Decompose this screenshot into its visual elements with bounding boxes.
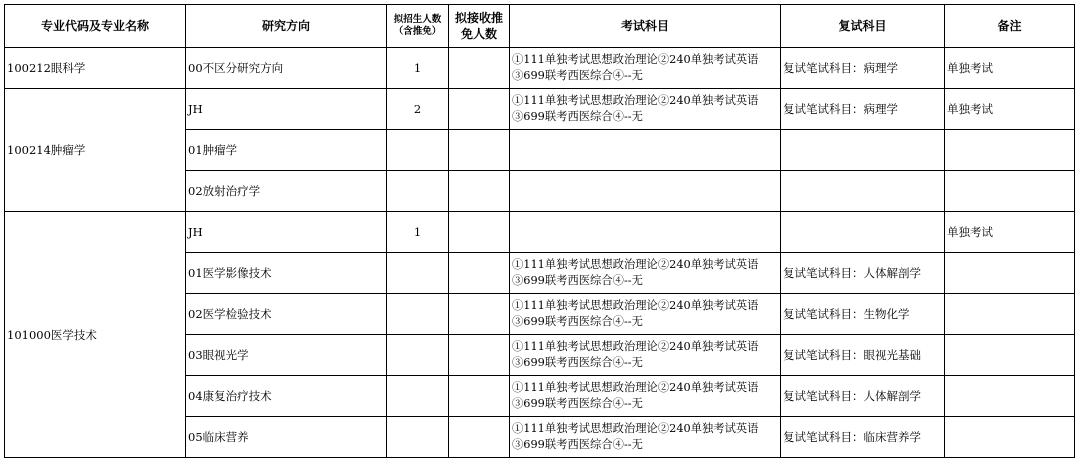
note-cell [945, 294, 1075, 335]
exam-cell: ①111单独考试思想政治理论②240单独考试英语③699联考西医综合④--无 [510, 89, 781, 130]
enroll-cell: 1 [387, 48, 449, 89]
exam-cell: ①111单独考试思想政治理论②240单独考试英语③699联考西医综合④--无 [510, 335, 781, 376]
table-row [5, 89, 1075, 130]
note-cell [945, 417, 1075, 458]
enroll-cell [387, 171, 449, 212]
header-code-name: 专业代码及专业名称 [5, 5, 186, 48]
exempt-cell [449, 130, 510, 171]
note-cell [945, 335, 1075, 376]
exempt-cell [449, 48, 510, 89]
header-note: 备注 [945, 5, 1075, 48]
major-cell: 100212眼科学 [5, 48, 186, 89]
exam-cell: ①111单独考试思想政治理论②240单独考试英语③699联考西医综合④--无 [510, 253, 781, 294]
exam-cell [510, 171, 781, 212]
exam-cell: ①111单独考试思想政治理论②240单独考试英语③699联考西医综合④--无 [510, 48, 781, 89]
exempt-cell [449, 212, 510, 253]
enroll-cell [387, 376, 449, 417]
direction-cell: 03眼视光学 [186, 335, 387, 376]
retest-cell: 复试笔试科目：眼视光基础 [781, 335, 945, 376]
retest-cell: 复试笔试科目：病理学 [781, 89, 945, 130]
header-exempt: 拟接收推免人数 [449, 5, 510, 48]
exempt-cell [449, 89, 510, 130]
major-cell: 101000医学技术 [5, 212, 186, 458]
direction-cell: JH [186, 212, 387, 253]
direction-cell: 02放射治疗学 [186, 171, 387, 212]
retest-cell: 复试笔试科目：病理学 [781, 48, 945, 89]
enrollment-table-container [4, 4, 1075, 458]
exempt-cell [449, 294, 510, 335]
exempt-cell [449, 335, 510, 376]
direction-cell: 00不区分研究方向 [186, 48, 387, 89]
enroll-cell [387, 253, 449, 294]
direction-cell: 05临床营养 [186, 417, 387, 458]
exam-cell: ①111单独考试思想政治理论②240单独考试英语③699联考西医综合④--无 [510, 376, 781, 417]
direction-cell: JH [186, 89, 387, 130]
enroll-cell [387, 294, 449, 335]
retest-cell: 复试笔试科目：人体解剖学 [781, 253, 945, 294]
note-cell [945, 130, 1075, 171]
exempt-cell [449, 171, 510, 212]
table-row [5, 212, 1075, 253]
enrollment-table [4, 4, 1075, 458]
exam-cell [510, 212, 781, 253]
header-row [5, 5, 1075, 48]
enroll-cell: 2 [387, 89, 449, 130]
exam-cell: ①111单独考试思想政治理论②240单独考试英语③699联考西医综合④--无 [510, 417, 781, 458]
table-row [5, 48, 1075, 89]
direction-cell: 01医学影像技术 [186, 253, 387, 294]
header-enroll: 拟招生人数（含推免） [387, 5, 449, 48]
note-cell: 单独考试 [945, 89, 1075, 130]
retest-cell: 复试笔试科目：临床营养学 [781, 417, 945, 458]
note-cell: 单独考试 [945, 212, 1075, 253]
retest-cell: 复试笔试科目：人体解剖学 [781, 376, 945, 417]
retest-cell [781, 130, 945, 171]
retest-cell [781, 171, 945, 212]
exempt-cell [449, 417, 510, 458]
enroll-cell [387, 130, 449, 171]
enroll-cell: 1 [387, 212, 449, 253]
header-direction: 研究方向 [186, 5, 387, 48]
exam-cell: ①111单独考试思想政治理论②240单独考试英语③699联考西医综合④--无 [510, 294, 781, 335]
note-cell [945, 376, 1075, 417]
direction-cell: 04康复治疗技术 [186, 376, 387, 417]
major-cell: 100214肿瘤学 [5, 89, 186, 212]
retest-cell [781, 212, 945, 253]
direction-cell: 02医学检验技术 [186, 294, 387, 335]
exam-cell [510, 130, 781, 171]
direction-cell: 01肿瘤学 [186, 130, 387, 171]
header-exam: 考试科目 [510, 5, 781, 48]
exempt-cell [449, 253, 510, 294]
note-cell [945, 253, 1075, 294]
retest-cell: 复试笔试科目：生物化学 [781, 294, 945, 335]
exempt-cell [449, 376, 510, 417]
note-cell [945, 171, 1075, 212]
header-retest: 复试科目 [781, 5, 945, 48]
note-cell: 单独考试 [945, 48, 1075, 89]
enroll-cell [387, 335, 449, 376]
enroll-cell [387, 417, 449, 458]
